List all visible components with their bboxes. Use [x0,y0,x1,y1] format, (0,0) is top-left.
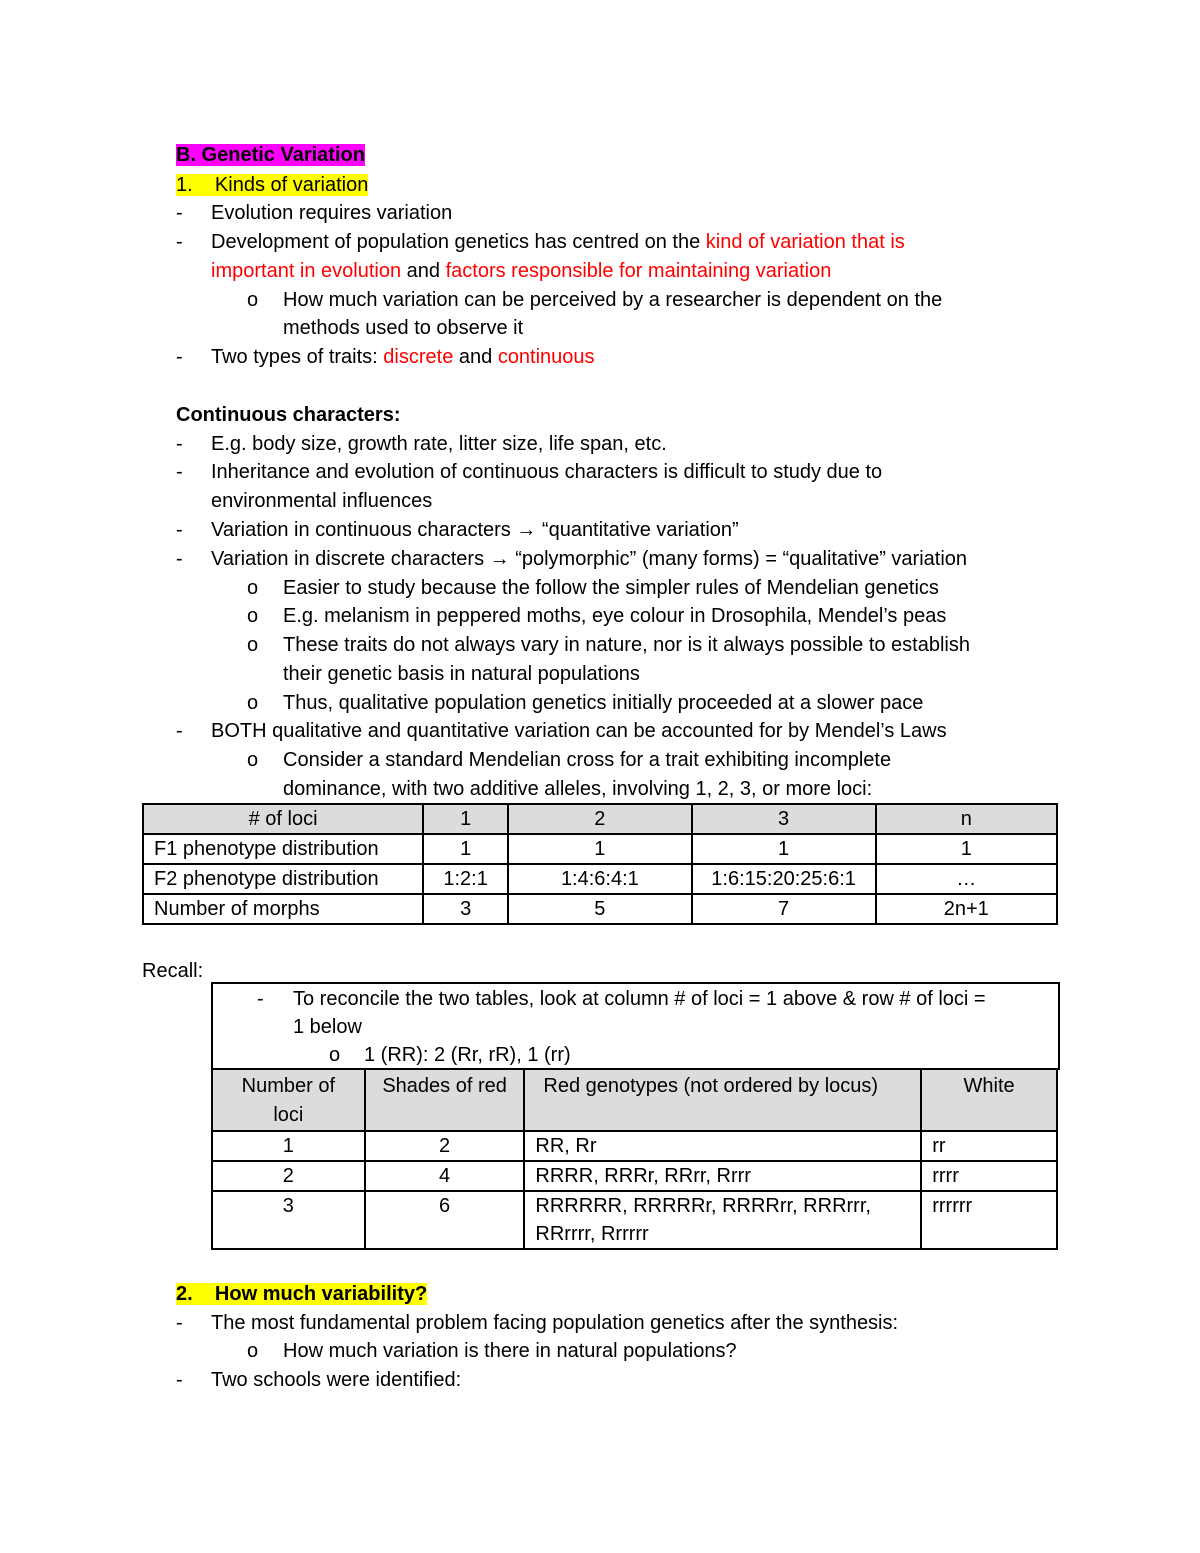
table-cell: 1 [212,1131,365,1161]
table-cell: 1 [692,834,876,864]
recall-text: To reconcile the two tables, look at column # of loci = 1 above & row # of loci = [293,988,986,1010]
table-row [143,894,1057,924]
table-cell: RRRRRR, RRRRRr, RRRRrr, RRRrrr, RRrrrr, Rrrrrr [524,1191,921,1249]
table-cell: rr [921,1131,1057,1161]
sub-bullet-text: How much variation can be perceived by a researcher is dependent on the [283,289,943,311]
dash-marker: - [176,433,183,455]
o-marker: o [247,634,259,656]
table-cell: 1:2:1 [423,864,508,894]
loci-table [142,803,1058,925]
dash-marker: - [176,1312,183,1334]
table-header-cell: 2 [508,804,692,834]
table-cell: 3 [212,1191,365,1249]
dash-marker: - [176,231,183,253]
table-header-cell: White [921,1069,1057,1131]
sub-bullet-text: Thus, qualitative population genetics initially proceeded at a slower pace [283,692,924,714]
table-cell: 2n+1 [876,894,1057,924]
table-header-cell: Red genotypes (not ordered by locus) [524,1069,921,1131]
dash-marker: - [176,1369,183,1391]
table-cell: rrrr [921,1161,1057,1191]
sub-bullet-text: E.g. melanism in peppered moths, eye colour in Drosophila, Mendel’s peas [283,605,947,627]
table-row [143,864,1057,894]
bullet-text: Evolution requires variation [211,202,453,224]
o-marker: o [247,692,259,714]
o-marker: o [247,1340,259,1362]
section-title [176,141,365,170]
table-cell: RRRR, RRRr, RRrr, Rrrr [524,1161,921,1191]
subheading-kinds: 1. Kinds of variation [176,174,369,196]
table-row [212,1131,1057,1161]
bullet-text: Two types of traits: discrete and continuous [211,346,595,368]
sub-bullet-text: Consider a standard Mendelian cross for a trait exhibiting incomplete [283,749,892,771]
bullet-text: The most fundamental problem facing population genetics after the synthesis: [211,1312,899,1334]
table-cell: 4 [365,1161,525,1191]
bullet-text-cont: environmental influences [211,490,433,512]
table-cell: 2 [212,1161,365,1191]
table-cell: 1 [876,834,1057,864]
sub-bullet-text-cont: dominance, with two additive alleles, involving 1, 2, 3, or more loci: [283,778,873,800]
dash-marker: - [176,519,183,541]
table-row [212,1191,1057,1249]
table-row [143,834,1057,864]
bullet-text: Variation in continuous characters → “quantitative variation” [211,519,739,541]
table-header-cell: 3 [692,804,876,834]
dash-marker: - [176,346,183,368]
o-marker: o [247,289,259,311]
table-header-cell: Number of loci [212,1069,365,1131]
table-cell: Number of morphs [143,894,423,924]
table-cell: 1 [508,834,692,864]
table-cell: 6 [365,1191,525,1249]
bullet-text: Variation in discrete characters → “polymorphic” (many forms) = “qualitative” variation [211,548,968,570]
recall-label: Recall: [142,960,204,982]
table-cell: 1 [423,834,508,864]
table-cell: 7 [692,894,876,924]
table-cell: 1:6:15:20:25:6:1 [692,864,876,894]
recall-text-cont: 1 below [293,1016,362,1038]
table-row [212,1161,1057,1191]
genotype-table [211,1068,1058,1250]
bullet-text: BOTH qualitative and quantitative variation can be accounted for by Mendel’s Laws [211,720,947,742]
sub-bullet-text: How much variation is there in natural populations? [283,1340,737,1362]
table-header-cell: Shades of red [365,1069,525,1131]
continuous-heading: Continuous characters: [176,404,401,426]
subheading-variability: 2. How much variability? [176,1283,428,1305]
bullet-text: Development of population genetics has centred on the kind of variation that is [211,231,905,253]
table-cell: F1 phenotype distribution [143,834,423,864]
table-header-cell: 1 [423,804,508,834]
dash-marker: - [257,988,264,1010]
table-header-row [143,804,1057,834]
table-cell: … [876,864,1057,894]
section-title-text: B. Genetic Variation [176,144,365,166]
table-cell: 2 [365,1131,525,1161]
o-marker: o [329,1044,341,1066]
bullet-text: E.g. body size, growth rate, litter size, life span, etc. [211,433,667,455]
sub-bullet-text: Easier to study because the follow the simpler rules of Mendelian genetics [283,577,939,599]
table-cell: 5 [508,894,692,924]
bullet-text: Two schools were identified: [211,1369,462,1391]
bullet-text: Inheritance and evolution of continuous characters is difficult to study due to [211,461,883,483]
table-cell: F2 phenotype distribution [143,864,423,894]
table-header-cell: # of loci [143,804,423,834]
recall-sub-text: 1 (RR): 2 (Rr, rR), 1 (rr) [364,1044,571,1066]
dash-marker: - [176,202,183,224]
sub-bullet-text: These traits do not always vary in nature, nor is it always possible to establish [283,634,970,656]
table-cell: 1:4:6:4:1 [508,864,692,894]
dash-marker: - [176,548,183,570]
sub-bullet-text-cont: their genetic basis in natural populations [283,663,640,685]
sub-bullet-text-cont: methods used to observe it [283,317,524,339]
dash-marker: - [176,720,183,742]
o-marker: o [247,577,259,599]
o-marker: o [247,749,259,771]
table-cell: RR, Rr [524,1131,921,1161]
table-header-row [212,1069,1057,1131]
dash-marker: - [176,461,183,483]
bullet-text-cont: important in evolution and factors responsible for maintaining variation [211,260,832,282]
table-cell: rrrrrr [921,1191,1057,1249]
table-header-cell: n [876,804,1057,834]
o-marker: o [247,605,259,627]
table-cell: 3 [423,894,508,924]
